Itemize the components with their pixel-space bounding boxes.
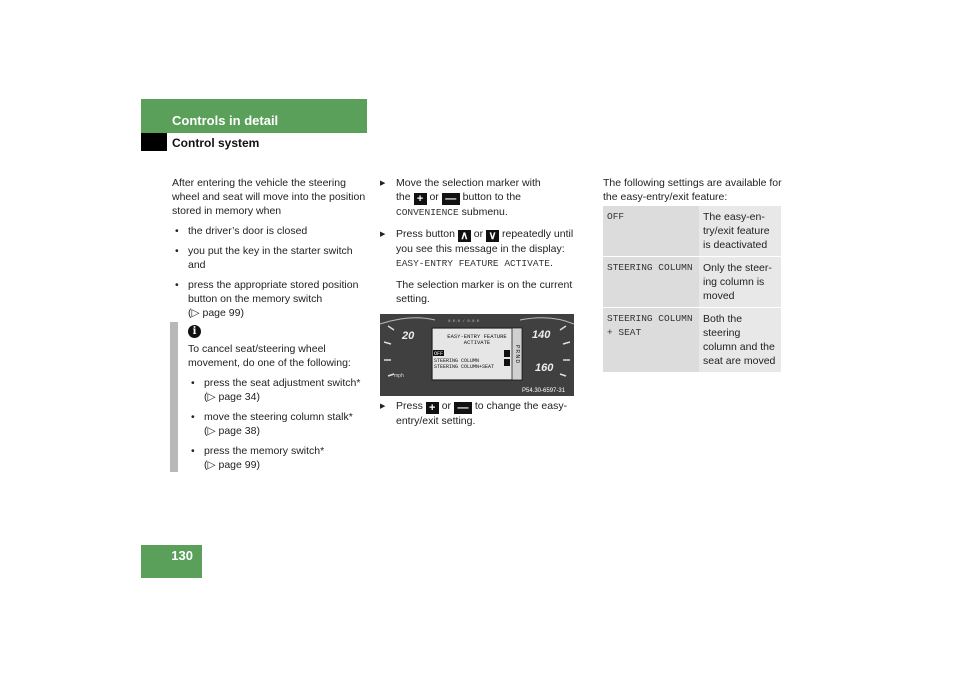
subsection-marker bbox=[141, 133, 167, 151]
display-option-column-seat: STEERING COLUMN+SEAT bbox=[434, 364, 495, 370]
column-left bbox=[172, 176, 367, 326]
page-ref[interactable]: (▷ page 99) bbox=[204, 459, 260, 471]
display-line2: ACTIVATE bbox=[463, 339, 491, 346]
plus-key-icon: + bbox=[414, 193, 427, 205]
subsection-title: Control system bbox=[172, 136, 260, 150]
plus-key-icon: + bbox=[426, 402, 439, 414]
list-item: • press the seat adjustment switch* (▷ page 34) bbox=[188, 376, 368, 404]
column-middle bbox=[380, 176, 576, 312]
unit-label: mph bbox=[394, 373, 404, 379]
gear-indicator: P R N D bbox=[514, 344, 520, 364]
setting-value: Both the steering column and the seat are moved bbox=[699, 308, 781, 373]
info-note bbox=[188, 342, 368, 478]
top-readout: 0.0.0 / 0.0.0 bbox=[448, 320, 480, 324]
list-item: • the driver’s door is closed bbox=[172, 224, 367, 238]
table-row bbox=[603, 206, 781, 257]
speed-20: 20 bbox=[402, 330, 415, 342]
setting-key: STEERING COLUMN + SEAT bbox=[603, 308, 699, 373]
page-number: 130 bbox=[171, 548, 193, 563]
settings-table bbox=[603, 206, 781, 373]
instrument-display-image bbox=[380, 314, 574, 396]
figure-code: P54.30-6597-31 bbox=[522, 388, 566, 394]
speed-160: 160 bbox=[535, 362, 554, 374]
note-text: To cancel seat/steering wheel movement, do one of the following: bbox=[188, 343, 351, 369]
display-line1: EASY-ENTRY FEATURE bbox=[447, 333, 507, 340]
page-ref[interactable]: (▷ page 99) bbox=[188, 307, 244, 319]
column-middle-bottom bbox=[380, 399, 576, 435]
display-message: EASY-ENTRY FEATURE ACTIVATE bbox=[396, 258, 550, 269]
list-item: • press the appropriate stored position button on the memory switch (▷ page 99) bbox=[172, 278, 367, 320]
table-row bbox=[603, 308, 781, 373]
display-graphic bbox=[380, 314, 574, 396]
section-title: Controls in detail bbox=[172, 113, 279, 128]
speed-140: 140 bbox=[532, 329, 551, 341]
menu-name: CONVENIENCE bbox=[396, 207, 459, 218]
setting-key: OFF bbox=[603, 206, 699, 257]
setting-value: Only the steer-ing column is moved bbox=[699, 257, 781, 308]
page-ref[interactable]: (▷ page 38) bbox=[204, 425, 260, 437]
minus-key-icon: — bbox=[442, 193, 460, 205]
display-option-column: STEERING COLUMN bbox=[434, 358, 480, 364]
step-3: ▶ Press + or — to change the easy-entry/exit setting. bbox=[380, 399, 576, 428]
minus-key-icon: — bbox=[454, 402, 472, 414]
settings-intro: The following settings are available for the easy-entry/exit feature: bbox=[603, 177, 782, 203]
page-ref[interactable]: (▷ page 34) bbox=[204, 391, 260, 403]
table-row bbox=[603, 257, 781, 308]
list-item: • you put the key in the starter switch and bbox=[172, 244, 367, 272]
info-icon: i bbox=[188, 325, 201, 338]
list-item: • press the memory switch* (▷ page 99) bbox=[188, 444, 368, 472]
list-item: • move the steering column stalk* (▷ page 38) bbox=[188, 410, 368, 438]
step-2: ▶ Press button ∧ or ∨ repeatedly until you see this message in the display: EASY-ENTRY FEATURE ACTIVATE. bbox=[380, 227, 576, 271]
step-1: ▶ Move the selection marker with the + or — button to the CONVENIENCE submenu. bbox=[380, 176, 576, 220]
display-option-off: OFF bbox=[434, 351, 444, 357]
up-key-icon: ∧ bbox=[458, 230, 471, 242]
intro-text: After entering the vehicle the steering wheel and seat will move into the position stored in memory when bbox=[172, 177, 366, 217]
note-bar bbox=[170, 322, 178, 472]
column-right bbox=[603, 176, 783, 210]
down-key-icon: ∨ bbox=[486, 230, 499, 242]
setting-key: STEERING COLUMN bbox=[603, 257, 699, 308]
marker-note: The selection marker is on the current setting. bbox=[396, 279, 573, 305]
setting-value: The easy-en-try/exit feature is deactivated bbox=[699, 206, 781, 257]
